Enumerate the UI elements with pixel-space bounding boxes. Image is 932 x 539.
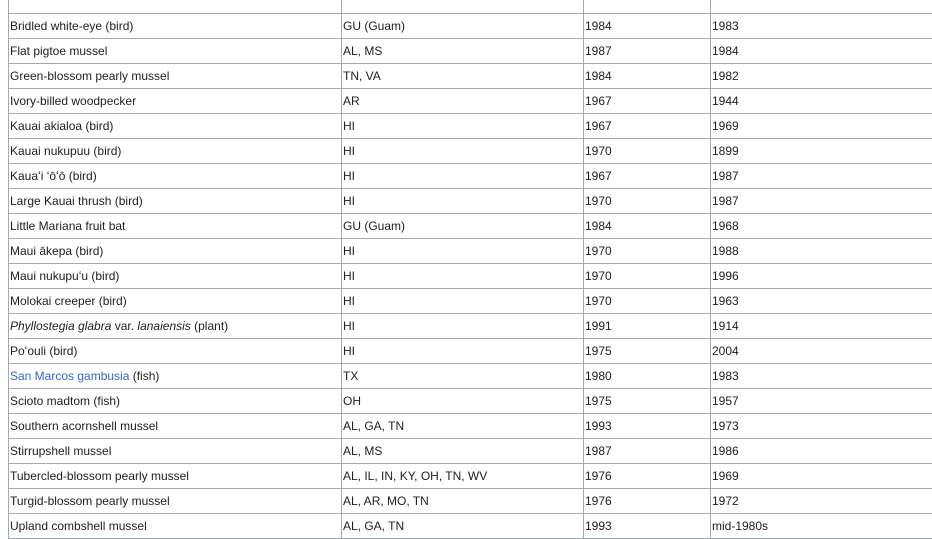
listed-year-cell: 1993 bbox=[584, 414, 711, 439]
last-seen-cell: 1957 bbox=[711, 389, 932, 414]
listed-year-cell: 1967 bbox=[584, 89, 711, 114]
table-row bbox=[9, 214, 932, 239]
listed-year-cell: 1970 bbox=[584, 189, 711, 214]
listed-year-cell: 1970 bbox=[584, 139, 711, 164]
listed-year-cell: 1976 bbox=[584, 464, 711, 489]
species-name-cell: Scioto madtom (fish) bbox=[9, 389, 342, 414]
species-name-cell bbox=[9, 0, 342, 14]
last-seen-cell: 1944 bbox=[711, 89, 932, 114]
last-seen-cell: 1984 bbox=[711, 39, 932, 64]
last-seen-cell: 1983 bbox=[711, 14, 932, 39]
states-cell bbox=[342, 0, 584, 14]
last-seen-cell: 1982 bbox=[711, 64, 932, 89]
states-cell: GU (Guam) bbox=[342, 14, 584, 39]
species-name-cell: Tubercled-blossom pearly mussel bbox=[9, 464, 342, 489]
last-seen-cell: 1972 bbox=[711, 489, 932, 514]
species-name-cell: Maui nukupuʻu (bird) bbox=[9, 264, 342, 289]
table-row bbox=[9, 414, 932, 439]
last-seen-cell: 1986 bbox=[711, 439, 932, 464]
last-seen-cell bbox=[711, 0, 932, 14]
last-seen-cell: 1987 bbox=[711, 189, 932, 214]
species-table bbox=[8, 0, 932, 539]
species-name-cell bbox=[9, 364, 342, 389]
species-name-cell: Maui ākepa (bird) bbox=[9, 239, 342, 264]
listed-year-cell: 1967 bbox=[584, 164, 711, 189]
last-seen-cell: 1914 bbox=[711, 314, 932, 339]
table-row bbox=[9, 0, 932, 14]
species-name-cell: Flat pigtoe mussel bbox=[9, 39, 342, 64]
last-seen-cell: mid-1980s bbox=[711, 514, 932, 539]
listed-year-cell: 1970 bbox=[584, 264, 711, 289]
listed-year-cell: 1984 bbox=[584, 214, 711, 239]
table-row bbox=[9, 514, 932, 539]
states-cell: AL, IL, IN, KY, OH, TN, WV bbox=[342, 464, 584, 489]
species-name-cell: Ivory-billed woodpecker bbox=[9, 89, 342, 114]
scientific-name: Phyllostegia glabra bbox=[10, 319, 111, 333]
table-row bbox=[9, 164, 932, 189]
listed-year-cell: 1975 bbox=[584, 339, 711, 364]
table-row bbox=[9, 339, 932, 364]
listed-year-cell bbox=[584, 0, 711, 14]
table-row bbox=[9, 314, 932, 339]
listed-year-cell: 1984 bbox=[584, 14, 711, 39]
last-seen-cell: 1968 bbox=[711, 214, 932, 239]
listed-year-cell: 1970 bbox=[584, 289, 711, 314]
listed-year-cell: 1980 bbox=[584, 364, 711, 389]
last-seen-cell: 2004 bbox=[711, 339, 932, 364]
states-cell: HI bbox=[342, 189, 584, 214]
states-cell: AL, GA, TN bbox=[342, 514, 584, 539]
species-name-cell: Molokai creeper (bird) bbox=[9, 289, 342, 314]
last-seen-cell: 1996 bbox=[711, 264, 932, 289]
species-name-cell: Poʻouli (bird) bbox=[9, 339, 342, 364]
table-row bbox=[9, 364, 932, 389]
table-row bbox=[9, 389, 932, 414]
states-cell: TX bbox=[342, 364, 584, 389]
states-cell: AL, MS bbox=[342, 39, 584, 64]
last-seen-cell: 1969 bbox=[711, 464, 932, 489]
states-cell: AL, GA, TN bbox=[342, 414, 584, 439]
states-cell: HI bbox=[342, 314, 584, 339]
states-cell: HI bbox=[342, 239, 584, 264]
table-row bbox=[9, 189, 932, 214]
listed-year-cell: 1976 bbox=[584, 489, 711, 514]
species-name-cell: Bridled white-eye (bird) bbox=[9, 14, 342, 39]
species-link[interactable]: San Marcos gambusia bbox=[10, 369, 129, 383]
species-name-cell: Turgid-blossom pearly mussel bbox=[9, 489, 342, 514]
table-row bbox=[9, 489, 932, 514]
species-name-cell bbox=[9, 314, 342, 339]
last-seen-cell: 1983 bbox=[711, 364, 932, 389]
listed-year-cell: 1987 bbox=[584, 439, 711, 464]
species-name-cell: Kauai akialoa (bird) bbox=[9, 114, 342, 139]
species-type: (fish) bbox=[129, 369, 159, 383]
listed-year-cell: 1984 bbox=[584, 64, 711, 89]
states-cell: HI bbox=[342, 139, 584, 164]
table-row bbox=[9, 289, 932, 314]
listed-year-cell: 1975 bbox=[584, 389, 711, 414]
table-row bbox=[9, 39, 932, 64]
states-cell: HI bbox=[342, 289, 584, 314]
states-cell: TN, VA bbox=[342, 64, 584, 89]
species-name-cell: Little Mariana fruit bat bbox=[9, 214, 342, 239]
table-row bbox=[9, 264, 932, 289]
variety-name: lanaiensis bbox=[137, 319, 190, 333]
last-seen-cell: 1899 bbox=[711, 139, 932, 164]
table-row bbox=[9, 239, 932, 264]
last-seen-cell: 1973 bbox=[711, 414, 932, 439]
states-cell: HI bbox=[342, 264, 584, 289]
states-cell: OH bbox=[342, 389, 584, 414]
states-cell: HI bbox=[342, 164, 584, 189]
species-name-cell: Green-blossom pearly mussel bbox=[9, 64, 342, 89]
species-name-cell: Upland combshell mussel bbox=[9, 514, 342, 539]
last-seen-cell: 1969 bbox=[711, 114, 932, 139]
states-cell: HI bbox=[342, 339, 584, 364]
table-row bbox=[9, 464, 932, 489]
species-name-cell: Large Kauai thrush (bird) bbox=[9, 189, 342, 214]
species-type: (plant) bbox=[191, 319, 228, 333]
last-seen-cell: 1987 bbox=[711, 164, 932, 189]
listed-year-cell: 1991 bbox=[584, 314, 711, 339]
table-row bbox=[9, 439, 932, 464]
listed-year-cell: 1993 bbox=[584, 514, 711, 539]
states-cell: GU (Guam) bbox=[342, 214, 584, 239]
table-row bbox=[9, 114, 932, 139]
last-seen-cell: 1963 bbox=[711, 289, 932, 314]
states-cell: HI bbox=[342, 114, 584, 139]
species-name-cell: Stirrupshell mussel bbox=[9, 439, 342, 464]
listed-year-cell: 1967 bbox=[584, 114, 711, 139]
table-row bbox=[9, 14, 932, 39]
table-row bbox=[9, 139, 932, 164]
states-cell: AL, AR, MO, TN bbox=[342, 489, 584, 514]
species-name-cell: Kauai nukupuu (bird) bbox=[9, 139, 342, 164]
variety-text: var. bbox=[111, 319, 137, 333]
listed-year-cell: 1987 bbox=[584, 39, 711, 64]
states-cell: AR bbox=[342, 89, 584, 114]
species-name-cell: Southern acornshell mussel bbox=[9, 414, 342, 439]
table-row bbox=[9, 64, 932, 89]
table-row bbox=[9, 89, 932, 114]
last-seen-cell: 1988 bbox=[711, 239, 932, 264]
species-name-cell: Kauaʻi ʻōʻō (bird) bbox=[9, 164, 342, 189]
listed-year-cell: 1970 bbox=[584, 239, 711, 264]
states-cell: AL, MS bbox=[342, 439, 584, 464]
